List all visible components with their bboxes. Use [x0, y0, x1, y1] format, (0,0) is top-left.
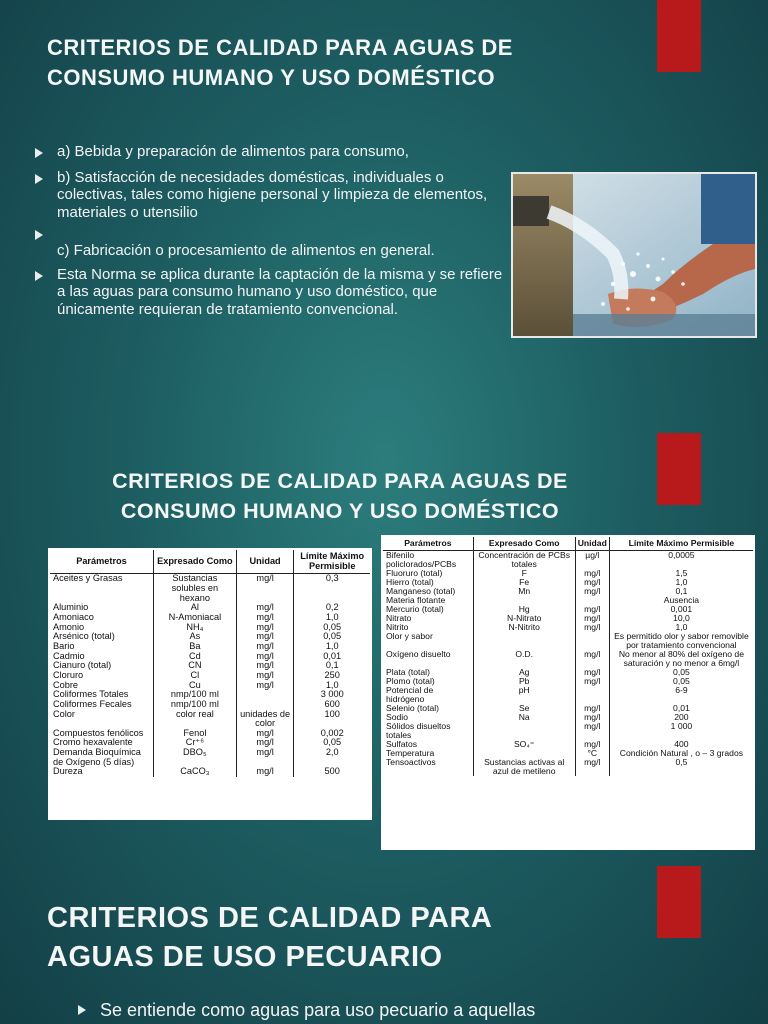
water-quality-table-1: [48, 548, 372, 820]
table-cell: mg/l: [575, 713, 609, 722]
table-cell: 1,0: [609, 623, 753, 632]
table-row: [50, 642, 370, 652]
table-cell: 1 000: [609, 722, 753, 740]
table-cell: 2,0: [294, 748, 370, 767]
table-row: [50, 671, 370, 681]
slide1-title-line1: CRITERIOS DE CALIDAD PARA AGUAS DE: [47, 35, 513, 60]
table-row: [50, 661, 370, 671]
table-cell: CaCO₃: [153, 767, 236, 777]
slide3-red-accent-bar: [657, 866, 701, 938]
table-body: [50, 574, 370, 777]
table-cell: 0,2: [294, 603, 370, 613]
column-header: Límite Máximo Permisible: [609, 537, 753, 551]
table-cell: Color: [53, 708, 75, 719]
table-cell: Cromo hexavalente: [53, 737, 133, 748]
table-cell: mg/l: [236, 632, 294, 642]
table-cell: Fluoruro (total): [386, 568, 443, 579]
table-cell: 0,01: [609, 704, 753, 713]
slide3-title: [47, 899, 607, 977]
water-splash-image: [513, 174, 755, 336]
table-cell: Aceites y Grasas: [53, 573, 123, 584]
table-row: [383, 668, 753, 677]
table-cell: Nitrito: [386, 622, 409, 633]
table-cell: Cl: [153, 671, 236, 681]
table-cell: mg/l: [236, 613, 294, 623]
slide1-bullet-list: [33, 143, 508, 318]
table-row: [50, 710, 370, 729]
table-cell: mg/l: [575, 605, 609, 614]
table-cell: mg/l: [236, 729, 294, 739]
bullet-item: b) Satisfacción de necesidades domésticas, individuales o colectivas, tales como higiene personal y limpieza de elementos, materiales o utensilio: [33, 169, 508, 222]
slide1-title: [47, 33, 607, 93]
table-body: [383, 551, 753, 777]
table-cell: [575, 632, 609, 650]
column-header: Unidad: [575, 537, 609, 551]
table-cell: 3 000: [294, 690, 370, 700]
bullet-item: a) Bebida y preparación de alimentos para consumo,: [33, 143, 508, 161]
table-cell: mg/l: [575, 578, 609, 587]
table-cell: Demanda Bioquímica de Oxígeno (5 días): [53, 747, 141, 767]
arrow-bullet-icon: [35, 230, 43, 240]
table-row: [383, 677, 753, 686]
table-cell: No menor al 80% del oxígeno de saturación y no menor a 6mg/l: [609, 650, 753, 668]
table-cell: N-Nitrito: [473, 623, 575, 632]
table-cell: As: [153, 632, 236, 642]
table-row: [50, 767, 370, 777]
table-cell: Coliformes Fecales: [53, 698, 132, 709]
column-header: Parámetros: [50, 550, 153, 574]
table-row: [383, 614, 753, 623]
table-row: [383, 686, 753, 704]
table-cell: mg/l: [236, 681, 294, 691]
table-cell: Cr⁺⁶: [153, 738, 236, 748]
slide3-bullet-list: [76, 999, 756, 1021]
table-cell: 0,05: [294, 632, 370, 642]
table-cell: mg/l: [575, 668, 609, 677]
table-cell: 200: [609, 713, 753, 722]
table-cell: Bifenilo policlorados/PCBs: [386, 550, 457, 570]
table-cell: Mn: [473, 587, 575, 596]
arrow-bullet-icon: [35, 174, 43, 184]
slide3-title-line1: CRITERIOS DE CALIDAD PARA: [47, 902, 493, 934]
table-cell: mg/l: [236, 767, 294, 777]
table-cell: 1,0: [294, 681, 370, 691]
table-cell: Hg: [473, 605, 575, 614]
table-cell: mg/l: [575, 740, 609, 749]
arrow-bullet-icon: [78, 1005, 86, 1015]
table-cell: 0,002: [294, 729, 370, 739]
table-cell: mg/l: [236, 671, 294, 681]
table-cell: Fe: [473, 578, 575, 587]
table-cell: Cloruro: [53, 669, 84, 680]
table-cell: F: [473, 569, 575, 578]
table-row: [383, 632, 753, 650]
table-cell: 0,1: [294, 661, 370, 671]
table-cell: Cobre: [53, 679, 79, 690]
table-cell: mg/l: [575, 677, 609, 686]
table-cell: mg/l: [236, 603, 294, 613]
table-cell: Nitrato: [386, 613, 412, 624]
table-cell: µg/l: [575, 551, 609, 570]
table-cell: CN: [153, 661, 236, 671]
table-cell: Condición Natural , o – 3 grados: [609, 749, 753, 758]
column-header: Parámetros: [383, 537, 473, 551]
table-cell: 400: [609, 740, 753, 749]
table-cell: mg/l: [575, 587, 609, 596]
table-header-row: [383, 537, 753, 551]
table-cell: Es permitido olor y sabor removible por tratamiento convencional: [609, 632, 753, 650]
table-cell: Hierro (total): [386, 577, 434, 588]
table-cell: 1,0: [294, 642, 370, 652]
table-cell: Olor y sabor: [386, 631, 433, 642]
table-cell: Ausencia: [609, 596, 753, 605]
table-row: [383, 650, 753, 668]
table-cell: [473, 722, 575, 740]
table-cell: Plomo (total): [386, 676, 435, 687]
table-cell: 500: [294, 767, 370, 777]
table-cell: Dureza: [53, 766, 83, 777]
table-cell: Sustancias solubles en hexano: [153, 574, 236, 603]
table-cell: mg/l: [575, 722, 609, 740]
water-quality-table-2: [381, 535, 755, 850]
column-header: Unidad: [236, 550, 294, 574]
table-row: [383, 551, 753, 570]
table-cell: SO₄⁼: [473, 740, 575, 749]
table-cell: Compuestos fenólicos: [53, 727, 144, 738]
table-cell: Sodio: [386, 712, 408, 723]
table-cell: mg/l: [575, 614, 609, 623]
table-row: [383, 605, 753, 614]
table-cell: Bario: [53, 640, 75, 651]
table-cell: 0,05: [294, 623, 370, 633]
table-cell: Tensoactivos: [386, 757, 436, 768]
table-cell: Concentración de PCBs totales: [473, 551, 575, 570]
table-cell: [473, 632, 575, 650]
table-cell: N-Amoniacal: [153, 613, 236, 623]
arrow-bullet-icon: [35, 271, 43, 281]
table-cell: 0,01: [294, 652, 370, 662]
table-cell: pH: [473, 686, 575, 704]
table-cell: 0,001: [609, 605, 753, 614]
slide2-title-line1: CRITERIOS DE CALIDAD PARA AGUAS DE: [112, 469, 568, 493]
table-cell: Pb: [473, 677, 575, 686]
table-row: [383, 749, 753, 758]
table-cell: 10,0: [609, 614, 753, 623]
table-cell: Amonio: [53, 621, 85, 632]
bullet-item: Esta Norma se aplica durante la captación de la misma y se refiere a las aguas para consumo humano y uso doméstico, que únicamente requieran de tratamiento convencional.: [33, 266, 508, 319]
table-cell: Cadmio: [53, 650, 85, 661]
table-cell: mg/l: [236, 642, 294, 652]
table-cell: mg/l: [236, 623, 294, 633]
column-header: Expresado Como: [153, 550, 236, 574]
table-cell: mg/l: [575, 758, 609, 776]
table-cell: Oxígeno disuelto: [386, 649, 451, 660]
table-cell: 0,1: [609, 587, 753, 596]
table-cell: mg/l: [236, 652, 294, 662]
table-cell: Se: [473, 704, 575, 713]
table-cell: mg/l: [575, 704, 609, 713]
bullet-item: Se entiende como aguas para uso pecuario a aquellas: [76, 999, 756, 1021]
table-cell: [236, 690, 294, 700]
bullet-item-empty: [33, 225, 508, 242]
table-cell: Al: [153, 603, 236, 613]
table-cell: Mercurio (total): [386, 604, 444, 615]
table-cell: Cu: [153, 681, 236, 691]
table-cell: 600: [294, 700, 370, 710]
table-cell: Fenol: [153, 729, 236, 739]
table-cell: 6-9: [609, 686, 753, 704]
table-cell: 250: [294, 671, 370, 681]
table-cell: 0,3: [294, 574, 370, 603]
table-header-row: [50, 550, 370, 574]
table-cell: Arsénico (total): [53, 631, 115, 642]
table-cell: Cianuro (total): [53, 660, 112, 671]
table-cell: nmp/100 ml: [153, 700, 236, 710]
table-cell: O.D.: [473, 650, 575, 668]
table-cell: Amoniaco: [53, 611, 94, 622]
table-cell: 100: [294, 710, 370, 729]
slide2-red-accent-bar: [657, 433, 701, 505]
table-cell: Plata (total): [386, 667, 430, 678]
table-cell: mg/l: [575, 650, 609, 668]
table-cell: Temperatura: [386, 748, 435, 759]
table-cell: Sólidos disueltos totales: [386, 721, 451, 741]
table-cell: Manganeso (total): [386, 586, 456, 597]
table-cell: 0,05: [609, 668, 753, 677]
slide2-title: [60, 466, 620, 526]
table-cell: DBO₅: [153, 748, 236, 767]
table-cell: 0,05: [609, 677, 753, 686]
table-cell: mg/l: [575, 623, 609, 632]
table-row: [383, 569, 753, 578]
table-row: [50, 613, 370, 623]
table-cell: 1,5: [609, 569, 753, 578]
table-cell: color real: [153, 710, 236, 729]
table-cell: Selenio (total): [386, 703, 440, 714]
slide1-title-line2: CONSUMO HUMANO Y USO DOMÉSTICO: [47, 65, 496, 90]
table-cell: 0,05: [294, 738, 370, 748]
table-row: [383, 722, 753, 740]
slide3-title-line2: AGUAS DE USO PECUARIO: [47, 941, 443, 973]
table-cell: [575, 686, 609, 704]
table-row: [50, 632, 370, 642]
table-cell: unidades de color: [236, 710, 294, 729]
table-cell: Sulfatos: [386, 739, 418, 750]
table-cell: 1,0: [609, 578, 753, 587]
table-cell: mg/l: [575, 569, 609, 578]
table-cell: mg/l: [236, 574, 294, 603]
table-row: [50, 574, 370, 603]
arrow-bullet-icon: [35, 148, 43, 158]
table-cell: Ag: [473, 668, 575, 677]
slide1-red-accent-bar: [657, 0, 701, 72]
table-cell: N-Nitrato: [473, 614, 575, 623]
column-header: Límite Máximo Permisible: [294, 550, 370, 574]
table-cell: °C: [575, 749, 609, 758]
table-cell: 1,0: [294, 613, 370, 623]
table-cell: Materia flotante: [386, 595, 446, 606]
table-row: [383, 758, 753, 776]
table-cell: 0,5: [609, 758, 753, 776]
slide2-title-line2: CONSUMO HUMANO Y USO DOMÉSTICO: [120, 499, 560, 523]
table-row: [50, 748, 370, 767]
table-cell: Sustancias activas al azul de metileno: [473, 758, 575, 776]
table-cell: Coliformes Totales: [53, 689, 129, 700]
table-cell: Cd: [153, 652, 236, 662]
water-hands-photo: [511, 172, 757, 338]
table-row: [383, 704, 753, 713]
table-cell: Ba: [153, 642, 236, 652]
table-cell: mg/l: [236, 738, 294, 748]
table-cell: nmp/100 ml: [153, 690, 236, 700]
table-cell: Aluminio: [53, 602, 89, 613]
column-header: Expresado Como: [473, 537, 575, 551]
table-cell: NH₄: [153, 623, 236, 633]
table-cell: Na: [473, 713, 575, 722]
table-cell: mg/l: [236, 748, 294, 767]
bullet-item-continued: c) Fabricación o procesamiento de alimentos en general.: [57, 242, 435, 259]
table-cell: Potencial de hidrógeno: [386, 685, 434, 705]
table-cell: 0,0005: [609, 551, 753, 570]
table-cell: mg/l: [236, 661, 294, 671]
